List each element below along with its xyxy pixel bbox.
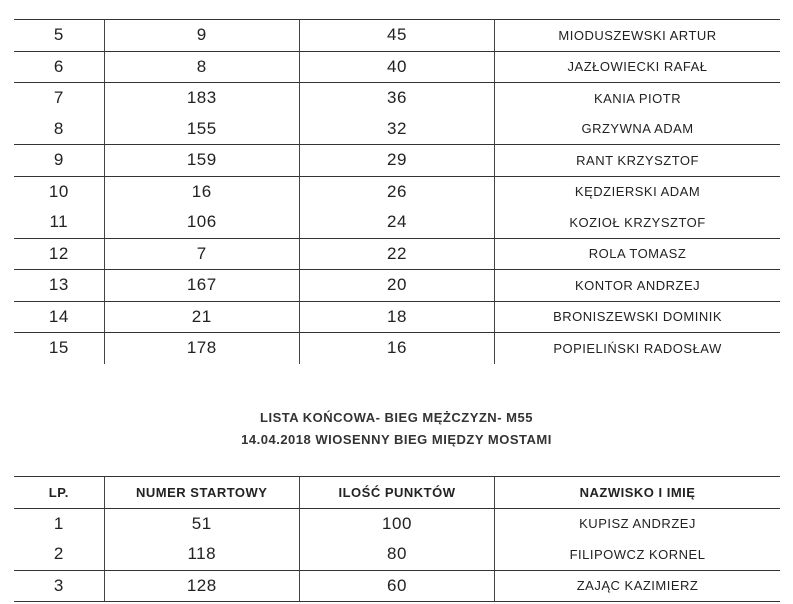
table-row — [14, 509, 780, 540]
start-number-cell: 21 — [105, 302, 300, 333]
points-cell: 80 — [300, 539, 495, 570]
points-cell: 60 — [300, 571, 495, 602]
place-cell: 6 — [14, 52, 105, 83]
start-number-cell: 9 — [105, 20, 300, 51]
points-cell: 45 — [300, 20, 495, 51]
place-cell: 3 — [14, 571, 105, 602]
name-cell: KĘDZIERSKI ADAM — [574, 184, 701, 200]
results-table-top — [14, 19, 780, 364]
points-cell: 20 — [300, 270, 495, 301]
name-cell: MIODUSZEWSKI ARTUR — [558, 27, 717, 43]
place-cell: 13 — [14, 270, 105, 301]
place-cell: 1 — [14, 509, 105, 540]
start-number-cell: 8 — [105, 52, 300, 83]
table-row — [14, 270, 780, 302]
points-cell: 16 — [300, 333, 495, 364]
table-row — [14, 19, 780, 52]
header-place: LP. — [14, 477, 105, 508]
table-row — [14, 83, 780, 114]
table-row — [14, 145, 780, 177]
results-table-m55 — [14, 476, 780, 602]
table-row — [14, 177, 780, 208]
start-number-cell: 7 — [105, 239, 300, 270]
header-start-number: NUMER STARTOWY — [105, 477, 300, 508]
name-cell: GRZYWNA ADAM — [581, 121, 694, 137]
table-row — [14, 571, 780, 603]
points-cell: 26 — [300, 177, 495, 208]
table-row — [14, 539, 780, 571]
header-name: NAZWISKO I IMIĘ — [579, 484, 696, 500]
name-cell: ZAJĄC KAZIMIERZ — [576, 578, 699, 594]
start-number-cell: 167 — [105, 270, 300, 301]
name-cell: RANT KRZYSZTOF — [576, 152, 699, 168]
start-number-cell: 159 — [105, 145, 300, 176]
name-cell: JAZŁOWIECKI RAFAŁ — [567, 59, 708, 75]
name-cell: ROLA TOMASZ — [588, 246, 687, 262]
points-cell: 36 — [300, 83, 495, 114]
name-cell: BRONISZEWSKI DOMINIK — [553, 309, 722, 325]
start-number-cell: 51 — [105, 509, 300, 540]
name-cell: POPIELIŃSKI RADOSŁAW — [553, 340, 722, 356]
place-cell: 2 — [14, 539, 105, 570]
header-points: ILOŚĆ PUNKTÓW — [300, 477, 495, 508]
name-cell: KONTOR ANDRZEJ — [574, 277, 701, 293]
place-cell: 15 — [14, 333, 105, 364]
table-row — [14, 239, 780, 271]
place-cell: 7 — [14, 83, 105, 114]
table-row — [14, 302, 780, 334]
points-cell: 24 — [300, 207, 495, 238]
table-row — [14, 114, 780, 146]
event-title: 14.04.2018 WIOSENNY BIEG MIĘDZY MOSTAMI — [241, 432, 552, 447]
points-cell: 29 — [300, 145, 495, 176]
place-cell: 5 — [14, 20, 105, 51]
table-header-row — [14, 476, 780, 509]
place-cell: 14 — [14, 302, 105, 333]
place-cell: 9 — [14, 145, 105, 176]
name-cell: KUPISZ ANDRZEJ — [579, 516, 696, 532]
name-cell: KANIA PIOTR — [593, 90, 682, 106]
start-number-cell: 128 — [105, 571, 300, 602]
place-cell: 10 — [14, 177, 105, 208]
table-row — [14, 333, 780, 364]
start-number-cell: 183 — [105, 83, 300, 114]
place-cell: 8 — [14, 114, 105, 145]
list-title: LISTA KOŃCOWA- BIEG MĘŻCZYZN- M55 — [260, 410, 533, 425]
points-cell: 100 — [300, 509, 495, 540]
points-cell: 18 — [300, 302, 495, 333]
table-row — [14, 207, 780, 239]
name-cell: KOZIOŁ KRZYSZTOF — [569, 214, 706, 230]
place-cell: 11 — [14, 207, 105, 238]
start-number-cell: 178 — [105, 333, 300, 364]
points-cell: 22 — [300, 239, 495, 270]
points-cell: 40 — [300, 52, 495, 83]
table-row — [14, 52, 780, 84]
name-cell: FILIPOWCZ KORNEL — [569, 546, 706, 562]
start-number-cell: 118 — [105, 539, 300, 570]
start-number-cell: 155 — [105, 114, 300, 145]
place-cell: 12 — [14, 239, 105, 270]
start-number-cell: 106 — [105, 207, 300, 238]
start-number-cell: 16 — [105, 177, 300, 208]
points-cell: 32 — [300, 114, 495, 145]
